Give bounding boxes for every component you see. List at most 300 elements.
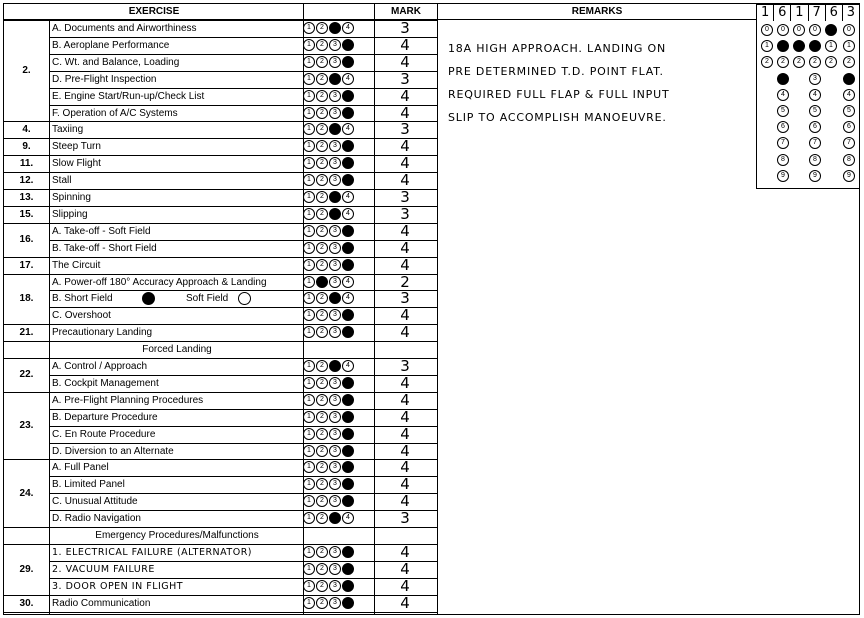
mark-value: 4 (400, 306, 410, 325)
score-bubble-4[interactable]: 4 (342, 56, 354, 68)
score-bubble-2[interactable]: 2 (316, 90, 328, 102)
exercise-label: Slipping (52, 208, 88, 220)
exercise-label: B. Limited Panel (52, 479, 125, 491)
table-row (4, 510, 437, 527)
score-bubble-3[interactable]: 3 (329, 580, 341, 592)
exercise-label: Precautionary Landing (52, 327, 153, 339)
mark-value: 3 (400, 69, 410, 88)
row-divider (49, 240, 437, 241)
score-grid-bubble[interactable]: 1 (761, 40, 773, 52)
score-bubbles (303, 191, 354, 203)
score-bubbles (303, 597, 354, 609)
mark-value: 3 (400, 204, 410, 223)
score-grid-bubble[interactable]: 8 (777, 154, 789, 166)
score-bubbles (303, 276, 354, 288)
exercise-number: 22. (19, 369, 34, 381)
section-title: Emergency Procedures/Malfunctions (95, 530, 259, 541)
score-grid-bubble[interactable]: 4 (777, 89, 789, 101)
score-bubble-4[interactable]: 4 (342, 411, 354, 423)
score-bubble-3[interactable]: 3 (329, 90, 341, 102)
score-grid-bubble[interactable]: 8 (843, 154, 855, 166)
score-bubble-2[interactable]: 2 (316, 208, 328, 220)
score-digit: 6 (826, 5, 843, 21)
score-grid-bubble[interactable]: 6 (809, 121, 821, 133)
section-title: Forced Landing (142, 344, 212, 356)
score-grid-bubble[interactable]: 3 (843, 73, 855, 85)
score-grid-bubble[interactable]: 5 (777, 105, 789, 117)
score-bubble-2[interactable]: 2 (316, 73, 328, 85)
score-bubbles (303, 107, 354, 119)
score-grid-bubble[interactable]: 6 (843, 121, 855, 133)
score-bubble-3[interactable]: 3 (329, 225, 341, 237)
score-bubble-3[interactable]: 3 (329, 563, 341, 575)
score-bubble-3[interactable]: 3 (329, 495, 341, 507)
score-grid-bubble[interactable]: 4 (843, 89, 855, 101)
score-bubble-2[interactable]: 2 (316, 225, 328, 237)
score-bubble-1[interactable]: 1 (303, 259, 315, 271)
exercise-label: The Circuit (52, 259, 101, 271)
remarks-line: REQUIRED FULL FLAP & FULL INPUT (448, 88, 670, 101)
score-bubble-2[interactable]: 2 (316, 377, 328, 389)
exercise-label: D. Pre-Flight Inspection (52, 73, 157, 85)
score-header (757, 5, 859, 21)
score-bubble-4[interactable]: 4 (342, 360, 354, 372)
score-bubble-2[interactable]: 2 (316, 478, 328, 490)
score-grid-bubble[interactable]: 1 (777, 40, 789, 52)
row-divider (49, 578, 437, 579)
header-bubbles (304, 4, 374, 20)
exercise-label: 1. ELECTRICAL FAILURE (ALTERNATOR) (52, 546, 253, 558)
score-bubbles (303, 360, 354, 372)
score-grid-bubble[interactable]: 7 (843, 137, 855, 149)
score-bubble-1[interactable]: 1 (303, 292, 315, 304)
score-bubble-3[interactable]: 3 (329, 107, 341, 119)
table-row (4, 257, 437, 274)
score-grid-bubble[interactable]: 6 (777, 121, 789, 133)
row-divider (49, 290, 437, 291)
score-bubble-4[interactable]: 4 (342, 326, 354, 338)
score-bubble-2[interactable]: 2 (316, 580, 328, 592)
score-bubble-3[interactable]: 3 (329, 174, 341, 186)
score-bubble-3[interactable]: 3 (329, 56, 341, 68)
row-divider (4, 392, 437, 393)
score-bubble-1[interactable]: 1 (303, 208, 315, 220)
score-bubble-2[interactable]: 2 (316, 191, 328, 203)
score-bubble-1[interactable]: 1 (303, 225, 315, 237)
exercise-label: Taxiing (52, 124, 84, 136)
score-bubble-1[interactable]: 1 (303, 445, 315, 457)
score-bubble-3[interactable]: 3 (329, 292, 341, 304)
score-bubble-2[interactable]: 2 (316, 428, 328, 440)
score-grid-bubble[interactable]: 9 (843, 170, 855, 182)
row-divider (49, 443, 437, 444)
score-grid-bubble[interactable]: 7 (809, 137, 821, 149)
score-grid-bubble[interactable]: 2 (793, 56, 805, 68)
score-bubble-4[interactable]: 4 (342, 512, 354, 524)
score-bubble-2[interactable]: 2 (316, 276, 328, 288)
score-bubble-1[interactable]: 1 (303, 107, 315, 119)
score-bubble-1[interactable]: 1 (303, 157, 315, 169)
exercise-label: A. Take-off - Soft Field (52, 225, 151, 237)
score-bubble-3[interactable]: 3 (329, 478, 341, 490)
score-grid-bubble[interactable]: 7 (777, 137, 789, 149)
score-bubble-2[interactable]: 2 (316, 309, 328, 321)
table-row (4, 290, 437, 307)
score-bubble-1[interactable]: 1 (303, 360, 315, 372)
score-bubble-1[interactable]: 1 (303, 394, 315, 406)
score-bubble-1[interactable]: 1 (303, 123, 315, 135)
score-bubble-2[interactable]: 2 (316, 157, 328, 169)
score-bubbles (303, 326, 354, 338)
score-bubble-2[interactable]: 2 (316, 411, 328, 423)
exercise-label: 2. VACUUM FAILURE (52, 563, 155, 575)
exercise-label: D. Diversion to an Alternate (52, 445, 174, 457)
score-bubble-3[interactable]: 3 (329, 39, 341, 51)
score-bubble-3[interactable]: 3 (329, 461, 341, 473)
row-divider (49, 71, 437, 72)
exercise-label: E. Engine Start/Run-up/Check List (52, 90, 205, 102)
score-grid-bubble[interactable]: 1 (825, 40, 837, 52)
score-bubble-1[interactable]: 1 (303, 512, 315, 524)
score-bubble-1[interactable]: 1 (303, 276, 315, 288)
score-bubble-3[interactable]: 3 (329, 157, 341, 169)
row-divider (4, 172, 437, 173)
score-bubble-2[interactable]: 2 (316, 140, 328, 152)
score-bubble-1[interactable]: 1 (303, 22, 315, 34)
score-bubble-4[interactable]: 4 (342, 39, 354, 51)
score-bubble-1[interactable]: 1 (303, 39, 315, 51)
score-grid-bubble[interactable]: 9 (809, 170, 821, 182)
score-bubble-2[interactable]: 2 (316, 445, 328, 457)
score-bubble-4[interactable]: 4 (342, 242, 354, 254)
score-grid-bubble[interactable]: 2 (809, 56, 821, 68)
score-grid-bubble[interactable]: 0 (809, 24, 821, 36)
score-bubble-1[interactable]: 1 (303, 140, 315, 152)
mark-value: 4 (400, 154, 410, 173)
score-bubble-1[interactable]: 1 (303, 56, 315, 68)
score-grid-bubble[interactable]: 2 (843, 56, 855, 68)
score-bubble-3[interactable]: 3 (329, 326, 341, 338)
table-row (4, 426, 437, 443)
score-bubble-4[interactable]: 4 (342, 140, 354, 152)
remarks-line: PRE DETERMINED T.D. POINT FLAT. (448, 65, 664, 78)
mark-value: 4 (400, 593, 410, 612)
score-bubble-1[interactable]: 1 (303, 377, 315, 389)
score-bubble-4[interactable]: 4 (342, 90, 354, 102)
score-bubbles (303, 242, 354, 254)
row-divider (4, 274, 437, 275)
exercise-number: 17. (19, 259, 34, 271)
score-bubble-1[interactable]: 1 (303, 174, 315, 186)
score-bubble-4[interactable]: 4 (342, 309, 354, 321)
score-bubble-2[interactable]: 2 (316, 597, 328, 609)
row-divider (49, 561, 437, 562)
score-digit: 7 (809, 5, 826, 21)
score-bubble-4[interactable]: 4 (342, 225, 354, 237)
exercise-number: 16. (19, 234, 34, 246)
score-grid-bubble[interactable]: 0 (793, 24, 805, 36)
score-bubble-1[interactable]: 1 (303, 546, 315, 558)
row-divider (49, 375, 437, 376)
score-grid-bubble[interactable]: 0 (825, 24, 837, 36)
score-bubble-2[interactable]: 2 (316, 360, 328, 372)
score-bubble-2[interactable]: 2 (316, 22, 328, 34)
score-grid-bubble[interactable]: 5 (809, 105, 821, 117)
score-bubble-4[interactable]: 4 (342, 259, 354, 271)
score-bubbles (303, 225, 354, 237)
score-bubbles (303, 208, 354, 220)
table-row (4, 527, 437, 544)
score-bubble-1[interactable]: 1 (303, 563, 315, 575)
score-bubble-4[interactable]: 4 (342, 174, 354, 186)
table-row (4, 307, 437, 324)
score-bubble-2[interactable]: 2 (316, 107, 328, 119)
score-bubble-2[interactable]: 2 (316, 546, 328, 558)
mark-value: 4 (400, 221, 410, 240)
score-bubble-4[interactable]: 4 (342, 157, 354, 169)
score-bubble-1[interactable]: 1 (303, 428, 315, 440)
score-bubble-4[interactable]: 4 (342, 191, 354, 203)
score-bubble-3[interactable]: 3 (329, 123, 341, 135)
score-bubble-4[interactable]: 4 (342, 292, 354, 304)
table-row (4, 155, 437, 172)
exercise-label: C. Unusual Attitude (52, 496, 138, 508)
header-remarks: REMARKS (438, 4, 756, 20)
mark-value: 4 (400, 407, 410, 426)
score-bubble-3[interactable]: 3 (329, 360, 341, 372)
exercise-label: F. Operation of A/C Systems (52, 107, 178, 119)
mark-value: 2 (400, 272, 410, 291)
table-row (4, 20, 437, 37)
score-bubble-3[interactable]: 3 (329, 242, 341, 254)
soft-field-label: Soft Field (186, 293, 229, 305)
score-bubble-4[interactable]: 4 (342, 445, 354, 457)
mark-value: 3 (400, 289, 410, 308)
score-bubble-4[interactable]: 4 (342, 22, 354, 34)
score-bubble-1[interactable]: 1 (303, 461, 315, 473)
score-bubble-1[interactable]: 1 (303, 411, 315, 423)
score-bubbles (303, 123, 354, 135)
row-divider (49, 476, 437, 477)
table-row (4, 105, 437, 122)
score-bubble-4[interactable]: 4 (342, 428, 354, 440)
table-row (4, 37, 437, 54)
score-grid-bubble[interactable]: 2 (825, 56, 837, 68)
score-grid-bubble[interactable]: 0 (843, 24, 855, 36)
score-bubble-4[interactable]: 4 (342, 208, 354, 220)
score-bubble-2[interactable]: 2 (316, 394, 328, 406)
exercise-label: B. Short Field (52, 293, 113, 305)
score-bubble-1[interactable]: 1 (303, 242, 315, 254)
score-grid-bubble[interactable]: 8 (809, 154, 821, 166)
score-bubbles (303, 411, 354, 423)
row-divider (49, 54, 437, 55)
score-bubble-2[interactable]: 2 (316, 174, 328, 186)
score-grid-bubble[interactable]: 5 (843, 105, 855, 117)
score-grid-bubble[interactable]: 9 (777, 170, 789, 182)
score-bubbles (303, 394, 354, 406)
exercise-number: 21. (19, 327, 34, 339)
mark-value: 3 (400, 357, 410, 375)
score-bubble-3[interactable]: 3 (329, 445, 341, 457)
score-bubbles (303, 580, 354, 592)
row-divider (4, 612, 437, 613)
exercise-number: 30. (19, 597, 34, 609)
score-bubbles (303, 157, 354, 169)
score-digit: 3 (846, 5, 856, 20)
score-bubble-4[interactable]: 4 (342, 478, 354, 490)
row-divider (49, 307, 437, 308)
score-bubble-3[interactable]: 3 (329, 309, 341, 321)
score-bubble-4[interactable]: 4 (342, 123, 354, 135)
score-bubble-4[interactable]: 4 (342, 546, 354, 558)
score-digit: 6 (774, 5, 791, 21)
score-grid-bubble[interactable]: 0 (777, 24, 789, 36)
score-bubble-3[interactable]: 3 (329, 597, 341, 609)
score-digit: 1 (791, 5, 808, 21)
score-grid-bubble[interactable]: 2 (777, 56, 789, 68)
exercise-number: 18. (19, 293, 34, 305)
short-field-checkbox[interactable] (142, 292, 155, 305)
mark-value: 3 (400, 19, 410, 37)
score-bubble-4[interactable]: 4 (342, 580, 354, 592)
divider (437, 4, 438, 614)
score-bubble-3[interactable]: 3 (329, 377, 341, 389)
score-bubble-3[interactable]: 3 (329, 276, 341, 288)
exercise-label: Slow Flight (52, 158, 101, 170)
score-bubbles (303, 140, 354, 152)
row-divider (4, 358, 437, 359)
score-bubble-1[interactable]: 1 (303, 73, 315, 85)
score-grid-bubble[interactable]: 1 (809, 40, 821, 52)
score-bubble-3[interactable]: 3 (329, 512, 341, 524)
exercise-label: A. Full Panel (52, 462, 109, 474)
row-divider (4, 527, 437, 528)
exercise-label: A. Power-off 180° Accuracy Approach & Landing (52, 276, 267, 288)
score-bubble-3[interactable]: 3 (329, 22, 341, 34)
score-grid-bubble[interactable]: 2 (761, 56, 773, 68)
mark-value: 4 (400, 390, 410, 409)
table-row (4, 172, 437, 189)
score-bubble-2[interactable]: 2 (316, 563, 328, 575)
row-divider (4, 544, 437, 545)
score-bubble-3[interactable]: 3 (329, 259, 341, 271)
score-grid-bubble[interactable]: 4 (809, 89, 821, 101)
score-bubble-1[interactable]: 1 (303, 597, 315, 609)
score-bubble-2[interactable]: 2 (316, 326, 328, 338)
score-bubble-3[interactable]: 3 (329, 428, 341, 440)
score-bubble-1[interactable]: 1 (303, 478, 315, 490)
score-grid-bubble[interactable]: 3 (809, 73, 821, 85)
row-divider (4, 257, 437, 258)
exercise-label: B. Take-off - Short Field (52, 242, 157, 254)
score-bubble-3[interactable]: 3 (329, 394, 341, 406)
score-grid-bubble[interactable]: 0 (761, 24, 773, 36)
table-row (4, 561, 437, 578)
exercise-label: C. Wt. and Balance, Loading (52, 56, 180, 68)
score-bubble-1[interactable]: 1 (303, 191, 315, 203)
score-bubble-1[interactable]: 1 (303, 495, 315, 507)
score-bubble-3[interactable]: 3 (329, 411, 341, 423)
score-bubble-4[interactable]: 4 (342, 394, 354, 406)
score-bubble-4[interactable]: 4 (342, 597, 354, 609)
table-row (4, 206, 437, 223)
score-bubble-4[interactable]: 4 (342, 276, 354, 288)
score-bubble-3[interactable]: 3 (329, 546, 341, 558)
table-row (4, 223, 437, 240)
row-divider (4, 223, 437, 224)
score-bubble-4[interactable]: 4 (342, 461, 354, 473)
score-bubble-2[interactable]: 2 (316, 242, 328, 254)
score-bubbles (303, 563, 354, 575)
score-bubble-3[interactable]: 3 (329, 73, 341, 85)
score-bubbles (303, 73, 354, 85)
score-bubble-1[interactable]: 1 (303, 326, 315, 338)
score-bubble-2[interactable]: 2 (316, 259, 328, 271)
score-grid-bubble[interactable]: 1 (843, 40, 855, 52)
score-bubble-2[interactable]: 2 (316, 512, 328, 524)
table-row (4, 358, 437, 375)
score-bubble-2[interactable]: 2 (316, 56, 328, 68)
table-row (4, 240, 437, 257)
score-grid-bubble[interactable]: 1 (793, 40, 805, 52)
mark-value: 4 (400, 475, 410, 494)
exercise-label: A. Documents and Airworthiness (52, 23, 197, 34)
score-bubble-1[interactable]: 1 (303, 309, 315, 321)
soft-field-checkbox[interactable] (238, 292, 251, 305)
score-bubble-3[interactable]: 3 (329, 208, 341, 220)
score-bubble-2[interactable]: 2 (316, 461, 328, 473)
mark-value: 4 (400, 35, 410, 54)
score-bubble-3[interactable]: 3 (329, 191, 341, 203)
exercise-label: B. Departure Procedure (52, 411, 158, 423)
table-row (4, 121, 437, 138)
score-bubble-2[interactable]: 2 (316, 123, 328, 135)
table-row (4, 54, 437, 71)
header-exercise: EXERCISE (4, 4, 304, 20)
score-bubble-1[interactable]: 1 (303, 90, 315, 102)
table-row (4, 324, 437, 341)
score-bubble-1[interactable]: 1 (303, 580, 315, 592)
table-row (4, 138, 437, 155)
score-bubble-4[interactable]: 4 (342, 73, 354, 85)
score-bubbles (303, 309, 354, 321)
remarks-line: 18A HIGH APPROACH. LANDING ON (448, 42, 666, 55)
score-bubble-4[interactable]: 4 (342, 495, 354, 507)
header-mark: MARK (374, 4, 438, 20)
mark-value: 4 (400, 492, 410, 511)
score-bubble-4[interactable]: 4 (342, 377, 354, 389)
score-bubble-2[interactable]: 2 (316, 495, 328, 507)
score-bubble-2[interactable]: 2 (316, 39, 328, 51)
flight-test-form (3, 3, 860, 615)
mark-value: 4 (400, 441, 410, 460)
row-divider (49, 493, 437, 494)
score-bubble-4[interactable]: 4 (342, 107, 354, 119)
mark-value: 4 (400, 424, 410, 443)
score-grid-bubble[interactable]: 3 (777, 73, 789, 85)
row-divider (49, 37, 437, 38)
score-bubble-2[interactable]: 2 (316, 292, 328, 304)
score-bubbles (303, 174, 354, 186)
row-divider (4, 324, 437, 325)
remarks-line: SLIP TO ACCOMPLISH MANOEUVRE. (448, 111, 667, 124)
score-bubble-3[interactable]: 3 (329, 140, 341, 152)
table-row (4, 375, 437, 392)
score-bubble-4[interactable]: 4 (342, 563, 354, 575)
exercise-number: 24. (19, 487, 34, 499)
mark-value: 4 (400, 323, 410, 342)
